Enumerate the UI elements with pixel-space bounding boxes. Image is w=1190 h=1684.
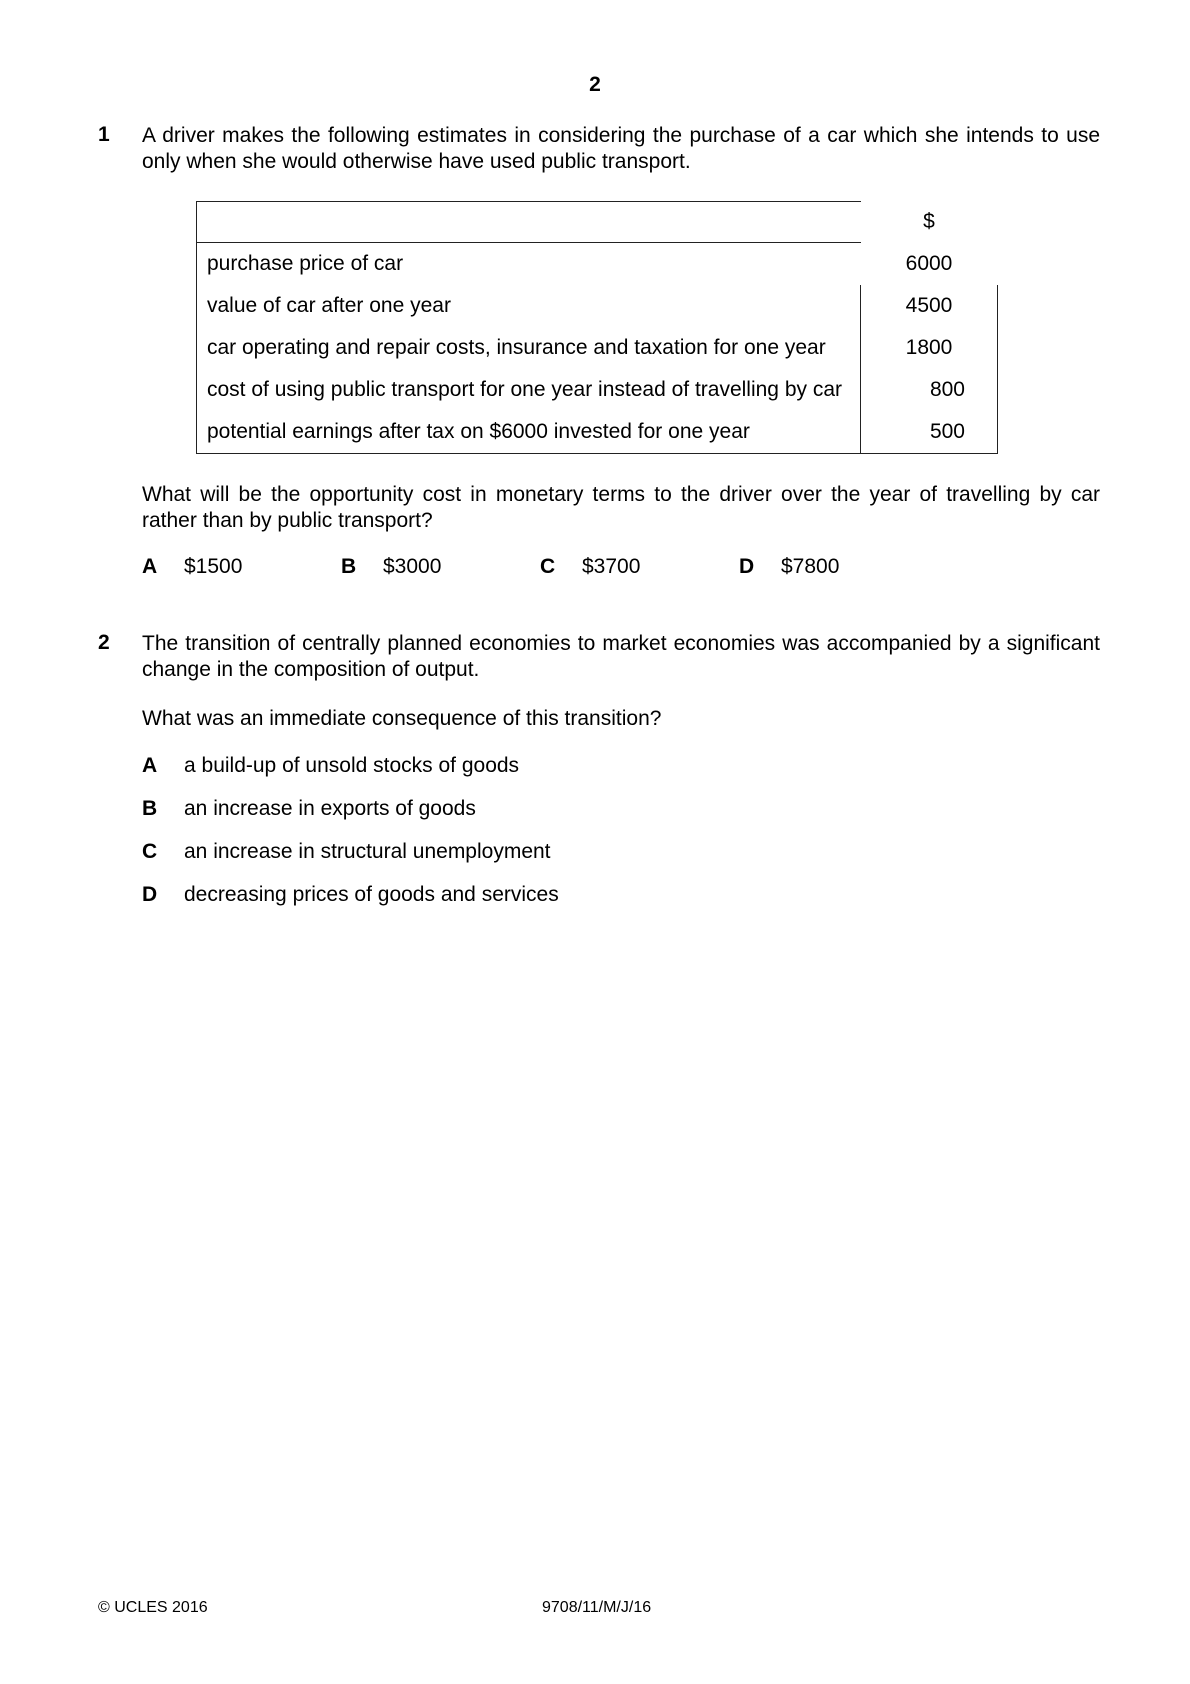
table-row bbox=[197, 369, 998, 411]
option-text: $1500 bbox=[184, 555, 243, 578]
footer-paper-code: 9708/11/M/J/16 bbox=[542, 1599, 652, 1616]
option-letter: D bbox=[739, 555, 755, 578]
question-1-stem: A driver makes the following estimates in considering the purchase of a car which she intends to use only when she would otherwise have used public transport. bbox=[142, 124, 1100, 173]
table-row-value: 4500 bbox=[861, 285, 998, 327]
option-letter: B bbox=[341, 555, 357, 578]
q2-option-d[interactable] bbox=[142, 883, 559, 907]
option-letter: A bbox=[142, 754, 158, 777]
table-row-label: value of car after one year bbox=[197, 285, 861, 327]
table-unit-header: $ bbox=[923, 210, 935, 233]
option-text: $3700 bbox=[582, 555, 641, 578]
table-header-row bbox=[197, 202, 998, 243]
table-row-value: 6000 bbox=[905, 251, 953, 275]
table-row-label: potential earnings after tax on $6000 invested for one year bbox=[197, 411, 861, 454]
option-letter: C bbox=[142, 840, 158, 863]
table-row-label: purchase price of car bbox=[197, 243, 861, 286]
question-1-number: 1 bbox=[98, 123, 110, 146]
table-row bbox=[197, 243, 998, 286]
footer-copyright: © UCLES 2016 bbox=[98, 1599, 208, 1616]
q1-option-d[interactable] bbox=[739, 555, 839, 579]
cost-estimates-table bbox=[196, 201, 998, 454]
table-row bbox=[197, 411, 998, 454]
question-1-prompt: What will be the opportunity cost in monetary terms to the driver over the year of travelling by car rather than by public transport? bbox=[142, 483, 1100, 532]
option-text: an increase in exports of goods bbox=[184, 797, 476, 820]
option-text: $3000 bbox=[383, 555, 442, 578]
option-letter: D bbox=[142, 883, 158, 906]
table-row-value: 800 bbox=[861, 369, 998, 411]
question-2-prompt: What was an immediate consequence of this transition? bbox=[142, 707, 662, 730]
q2-option-b[interactable] bbox=[142, 797, 476, 821]
option-text: an increase in structural unemployment bbox=[184, 840, 551, 863]
page-number: 2 bbox=[589, 73, 601, 96]
table-row-value: 500 bbox=[861, 411, 998, 454]
table-row-value: 1800 bbox=[861, 327, 998, 369]
table-header-blank bbox=[197, 202, 861, 243]
table-row bbox=[197, 327, 998, 369]
option-letter: B bbox=[142, 797, 158, 820]
q1-option-b[interactable] bbox=[341, 555, 441, 579]
option-text: decreasing prices of goods and services bbox=[184, 883, 559, 906]
q2-option-c[interactable] bbox=[142, 840, 551, 864]
option-letter: C bbox=[540, 555, 556, 578]
q1-option-a[interactable] bbox=[142, 555, 242, 579]
option-letter: A bbox=[142, 555, 158, 578]
option-text: a build-up of unsold stocks of goods bbox=[184, 754, 520, 777]
question-2-number: 2 bbox=[98, 631, 110, 654]
table-row-label: cost of using public transport for one year instead of travelling by car bbox=[197, 369, 861, 411]
question-2-stem: The transition of centrally planned economies to market economies was accompanied by a significant change in the composition of output. bbox=[142, 632, 1100, 681]
q1-option-c[interactable] bbox=[540, 555, 640, 579]
option-text: $7800 bbox=[781, 555, 840, 578]
table-row-label: car operating and repair costs, insurance and taxation for one year bbox=[197, 327, 861, 369]
q2-option-a[interactable] bbox=[142, 754, 519, 778]
table-row bbox=[197, 285, 998, 327]
